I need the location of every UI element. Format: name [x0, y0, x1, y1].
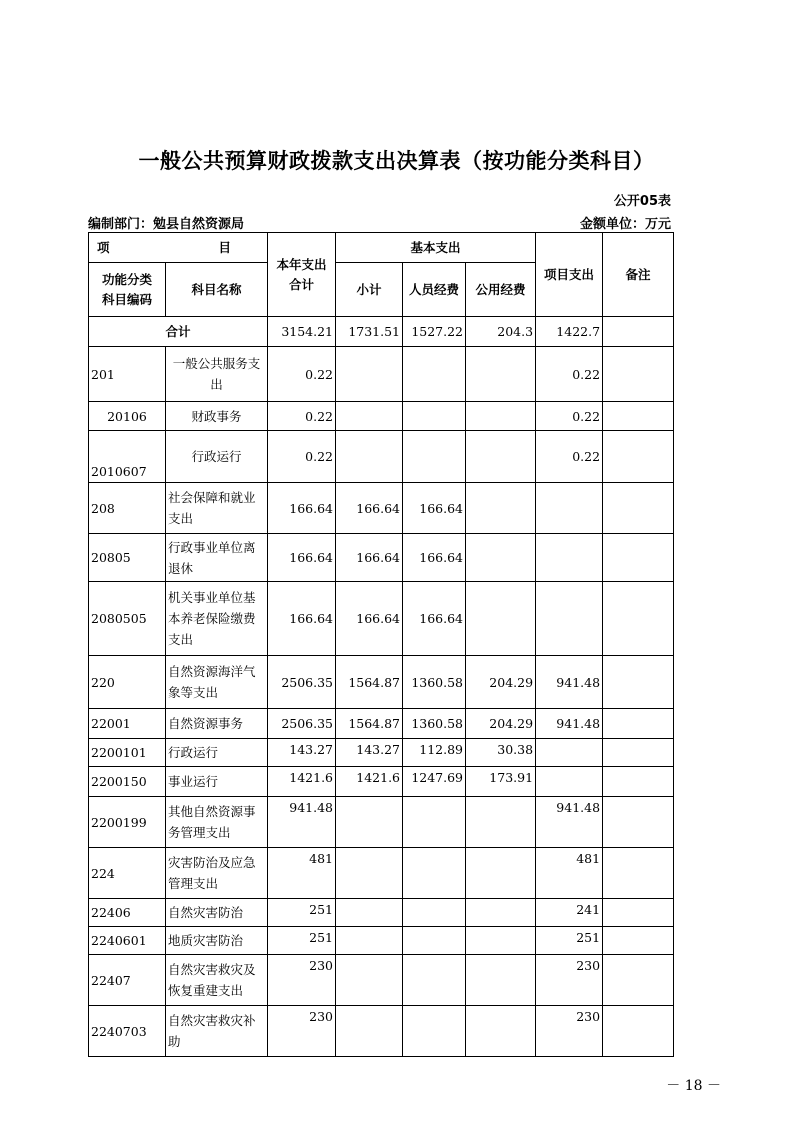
row-name: 自然资源事务: [166, 709, 268, 739]
row-project: 941.48: [536, 797, 603, 848]
row-subtotal: [336, 797, 403, 848]
header-basic: 基本支出: [336, 233, 536, 263]
row-public: [466, 899, 536, 927]
table-row: [89, 347, 674, 402]
row-personnel: [403, 1006, 466, 1057]
header-item: 项 目: [89, 233, 268, 263]
row-remark: [603, 709, 674, 739]
row-code: 20106: [89, 402, 166, 431]
row-project: 941.48: [536, 709, 603, 739]
row-name: 其他自然资源事务管理支出: [166, 797, 268, 848]
page-title: 一般公共预算财政拨款支出决算表（按功能分类科目）: [138, 149, 655, 173]
row-total: 166.64: [268, 582, 336, 656]
row-total: 481: [268, 848, 336, 899]
row-public: 204.29: [466, 656, 536, 709]
header-subtotal: 小计: [336, 263, 403, 317]
header-subject-name: 科目名称: [166, 263, 268, 317]
row-remark: [603, 582, 674, 656]
row-personnel: [403, 431, 466, 483]
row-remark: [603, 927, 674, 955]
row-subtotal: 166.64: [336, 483, 403, 534]
row-code: 208: [89, 483, 166, 534]
row-total: 941.48: [268, 797, 336, 848]
row-name: 财政事务: [166, 402, 268, 431]
row-public: [466, 927, 536, 955]
table-row: [89, 534, 674, 582]
table-row: [89, 797, 674, 848]
row-public: 173.91: [466, 767, 536, 797]
row-name: 自然灾害防治: [166, 899, 268, 927]
row-subtotal: 143.27: [336, 739, 403, 767]
row-subtotal: [336, 848, 403, 899]
row-remark: [603, 1006, 674, 1057]
row-name: 灾害防治及应急管理支出: [166, 848, 268, 899]
row-name: 自然灾害救灾补助: [166, 1006, 268, 1057]
row-subtotal: 1421.6: [336, 767, 403, 797]
row-code: 224: [89, 848, 166, 899]
row-total: 251: [268, 899, 336, 927]
header-remark: 备注: [603, 233, 674, 317]
row-personnel: [403, 955, 466, 1006]
row-remark: [603, 899, 674, 927]
row-subtotal: [336, 347, 403, 402]
row-name: 行政运行: [166, 739, 268, 767]
table-row: [89, 582, 674, 656]
row-total: 143.27: [268, 739, 336, 767]
row-name: 机关事业单位基本养老保险缴费支出: [166, 582, 268, 656]
row-remark: [603, 848, 674, 899]
row-personnel: 1247.69: [403, 767, 466, 797]
table-row: [89, 709, 674, 739]
total-row: [89, 317, 674, 347]
row-personnel: 166.64: [403, 582, 466, 656]
row-project: 0.22: [536, 431, 603, 483]
row-code: 2240703: [89, 1006, 166, 1057]
table-row: [89, 848, 674, 899]
row-personnel: [403, 848, 466, 899]
row-public: 204.29: [466, 709, 536, 739]
row-personnel: 112.89: [403, 739, 466, 767]
row-project: 251: [536, 927, 603, 955]
row-subtotal: [336, 927, 403, 955]
row-total: 166.64: [268, 483, 336, 534]
department-label: 编制部门：勉县自然资源局: [88, 217, 245, 232]
row-total: 0.22: [268, 431, 336, 483]
row-personnel: 166.64: [403, 534, 466, 582]
row-public: [466, 483, 536, 534]
total-personnel: 1527.22: [403, 317, 466, 347]
total-subtotal: 1731.51: [336, 317, 403, 347]
row-personnel: [403, 899, 466, 927]
row-project: 230: [536, 955, 603, 1006]
row-personnel: 1360.58: [403, 656, 466, 709]
header-current-total: 本年支出 合计: [268, 233, 336, 317]
row-name: 事业运行: [166, 767, 268, 797]
row-project: 241: [536, 899, 603, 927]
row-remark: [603, 534, 674, 582]
total-current: 3154.21: [268, 317, 336, 347]
row-total: 251: [268, 927, 336, 955]
row-subtotal: 1564.87: [336, 709, 403, 739]
row-project: 481: [536, 848, 603, 899]
row-subtotal: 166.64: [336, 582, 403, 656]
total-label: 合计: [89, 317, 268, 347]
table-code: 公开05表: [613, 194, 671, 209]
table-body: [89, 317, 674, 1057]
page-number: － 18 －: [666, 1078, 721, 1094]
row-remark: [603, 402, 674, 431]
row-total: 230: [268, 1006, 336, 1057]
row-code: 2200150: [89, 767, 166, 797]
row-project: 0.22: [536, 402, 603, 431]
total-project: 1422.7: [536, 317, 603, 347]
table-row: [89, 955, 674, 1006]
table-row: [89, 739, 674, 767]
row-project: [536, 534, 603, 582]
row-public: [466, 1006, 536, 1057]
row-name: 自然资源海洋气象等支出: [166, 656, 268, 709]
row-code: 201: [89, 347, 166, 402]
row-code: 22001: [89, 709, 166, 739]
row-personnel: 166.64: [403, 483, 466, 534]
row-remark: [603, 797, 674, 848]
row-subtotal: 166.64: [336, 534, 403, 582]
row-name: 社会保障和就业支出: [166, 483, 268, 534]
row-remark: [603, 431, 674, 483]
row-project: 230: [536, 1006, 603, 1057]
row-personnel: [403, 927, 466, 955]
row-total: 2506.35: [268, 656, 336, 709]
row-total: 0.22: [268, 347, 336, 402]
row-public: [466, 955, 536, 1006]
row-remark: [603, 483, 674, 534]
header-func-code: 功能分类 科目编码: [89, 263, 166, 317]
row-remark: [603, 347, 674, 402]
row-project: 941.48: [536, 656, 603, 709]
row-public: [466, 797, 536, 848]
row-code: 220: [89, 656, 166, 709]
row-project: 0.22: [536, 347, 603, 402]
row-name: 地质灾害防治: [166, 927, 268, 955]
row-subtotal: [336, 402, 403, 431]
row-code: 2010607: [89, 431, 166, 483]
table-row: [89, 483, 674, 534]
header-project: 项目支出: [536, 233, 603, 317]
row-code: 22406: [89, 899, 166, 927]
row-remark: [603, 955, 674, 1006]
row-project: [536, 582, 603, 656]
table-header: [89, 233, 674, 317]
table-row: [89, 927, 674, 955]
row-total: 1421.6: [268, 767, 336, 797]
total-remark: [603, 317, 674, 347]
row-code: 22407: [89, 955, 166, 1006]
row-name: 自然灾害救灾及恢复重建支出: [166, 955, 268, 1006]
row-total: 2506.35: [268, 709, 336, 739]
row-subtotal: [336, 899, 403, 927]
row-total: 0.22: [268, 402, 336, 431]
table-row: [89, 656, 674, 709]
table-row: [89, 402, 674, 431]
row-public: [466, 582, 536, 656]
unit-label: 金额单位：万元: [579, 217, 671, 232]
row-project: [536, 739, 603, 767]
row-public: 30.38: [466, 739, 536, 767]
row-personnel: [403, 347, 466, 402]
row-public: [466, 534, 536, 582]
expenditure-table: [88, 232, 674, 1057]
table-row: [89, 1006, 674, 1057]
row-total: 166.64: [268, 534, 336, 582]
row-code: 2200101: [89, 739, 166, 767]
row-public: [466, 848, 536, 899]
row-subtotal: [336, 955, 403, 1006]
row-name: 行政运行: [166, 431, 268, 483]
row-public: [466, 431, 536, 483]
table-row: [89, 767, 674, 797]
row-remark: [603, 767, 674, 797]
row-total: 230: [268, 955, 336, 1006]
row-project: [536, 767, 603, 797]
row-remark: [603, 656, 674, 709]
row-subtotal: [336, 431, 403, 483]
row-public: [466, 347, 536, 402]
row-name: 行政事业单位离退休: [166, 534, 268, 582]
row-project: [536, 483, 603, 534]
row-subtotal: 1564.87: [336, 656, 403, 709]
row-code: 2080505: [89, 582, 166, 656]
row-code: 2200199: [89, 797, 166, 848]
total-public: 204.3: [466, 317, 536, 347]
row-name: 一般公共服务支出: [166, 347, 268, 402]
row-personnel: 1360.58: [403, 709, 466, 739]
row-public: [466, 402, 536, 431]
row-personnel: [403, 797, 466, 848]
table-row: [89, 899, 674, 927]
header-public: 公用经费: [466, 263, 536, 317]
table-row: [89, 431, 674, 483]
row-personnel: [403, 402, 466, 431]
row-remark: [603, 739, 674, 767]
row-subtotal: [336, 1006, 403, 1057]
row-code: 2240601: [89, 927, 166, 955]
header-personnel: 人员经费: [403, 263, 466, 317]
row-code: 20805: [89, 534, 166, 582]
